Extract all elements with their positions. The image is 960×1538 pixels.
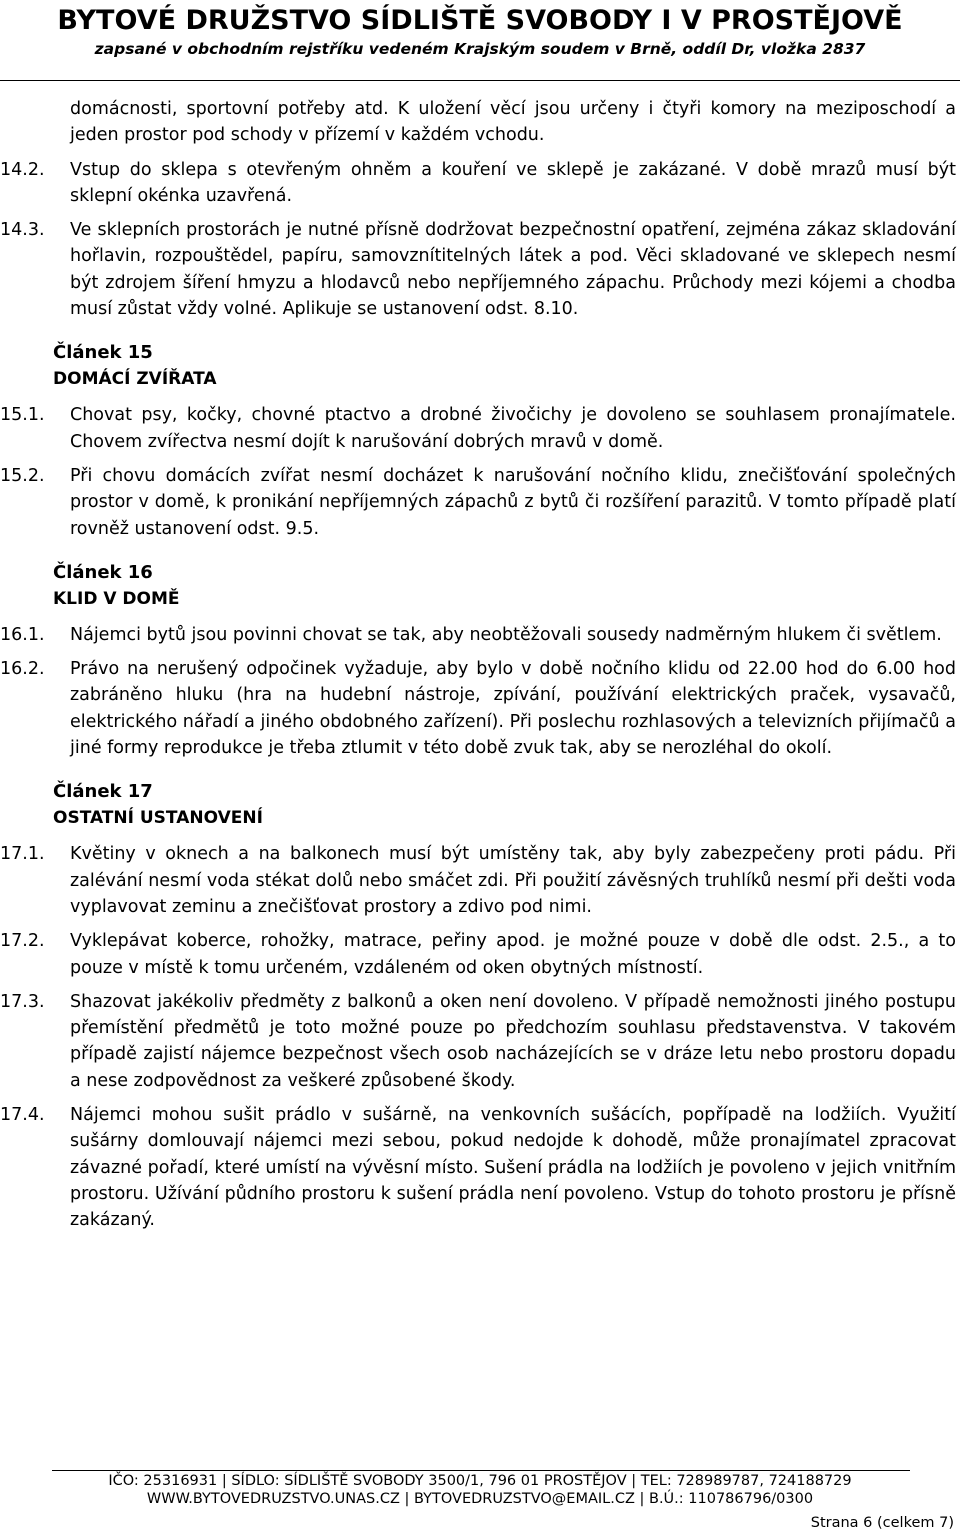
clause-text: Vyklepávat koberce, rohožky, matrace, peřiny apod. je možné pouze v době dle odst. 2.5., a to pouze v místě k tomu určeném, vzdáleném od oken obytných místností. [70, 931, 956, 978]
article-label: Článek 16 [53, 561, 153, 583]
article-16-heading [53, 560, 960, 612]
footer-divider [52, 1470, 910, 1471]
clause-15-2 [0, 463, 960, 542]
article-15-heading [53, 340, 960, 392]
clause-16-1 [0, 622, 960, 648]
clause-16-2 [0, 656, 960, 761]
article-title: DOMÁCÍ ZVÍŘATA [53, 369, 217, 390]
clause-17-1 [0, 841, 960, 920]
clause-number: 17.4. [0, 1105, 45, 1126]
clause-text: Nájemci bytů jsou povinni chovat se tak, aby neobtěžovali sousedy nadměrným hlukem či světlem. [70, 624, 942, 645]
clause-14-2 [0, 157, 960, 210]
clause-text: Květiny v oknech a na balkonech musí být umístěny tak, aby byly zabezpečeny proti pádu. Při zalévání nesmí voda stékat dolů nebo smáčet zdi. Při použití závěsných truhlíků nesmí při dešti voda vyplavovat zeminu a znečišťovat prostory a zdivo pod nimi. [70, 844, 956, 917]
clause-17-3 [0, 989, 960, 1094]
clause-17-4 [0, 1102, 960, 1233]
clause-number: 15.1. [0, 405, 45, 426]
footer-company-info: IČO: 25316931 | SÍDLO: SÍDLIŠTĚ SVOBODY 3500/1, 796 01 PROSTĚJOV | TEL: 728989787, 724188729 [108, 1473, 852, 1489]
clause-text: Shazovat jakékoliv předměty z balkonů a oken není dovoleno. V případě nemožnosti jiného postupu přemístění předmětů je toto možné pouze po předchozím souhlasu představenstva. V takovém případě zajistí nájemce bezpečnost všech osob nacházejících se v dráze letu nebo prostoru dopadu a nese zodpovědnost za veškeré způsobené škody. [70, 991, 956, 1091]
footer-contact-info: WWW.BYTOVEDRUZSTVO.UNAS.CZ | BYTOVEDRUZSTVO@EMAIL.CZ | B.Ú.: 110786796/0300 [146, 1491, 814, 1507]
clause-number: 17.2. [0, 931, 45, 952]
clause-text: Vstup do sklepa s otevřeným ohněm a kouření ve sklepě je zakázané. V době mrazů musí být sklepní okénka uzavřená. [70, 159, 956, 206]
clause-number: 16.2. [0, 659, 45, 680]
article-label: Článek 17 [53, 781, 153, 803]
clause-number: 17.1. [0, 844, 45, 865]
article-title: OSTATNÍ USTANOVENÍ [53, 808, 263, 829]
clause-number: 17.3. [0, 991, 45, 1012]
clause-text: Chovat psy, kočky, chovné ptactvo a drobné živočichy je dovoleno se souhlasem pronajímatele. Chovem zvířectva nesmí dojít k narušování dobrých mravů v domě. [70, 405, 956, 452]
clause-number: 15.2. [0, 465, 45, 486]
page-number: Strana 6 (celkem 7) [810, 1515, 954, 1531]
cooperative-title: BYTOVÉ DRUŽSTVO SÍDLIŠTĚ SVOBODY I V PROSTĚJOVĚ [57, 5, 903, 36]
page-header [0, 4, 960, 60]
clause-17-2 [0, 928, 960, 981]
article-label: Článek 15 [53, 342, 153, 364]
header-divider [0, 80, 960, 81]
clause-text: Nájemci mohou sušit prádlo v sušárně, na venkovních sušácích, popřípadě na lodžiích. Využití sušárny domlouvají nájemci mezi sebou, pokud nedojde k dohodě, může pronajímatel zpracovat závazné pořadí, které umístí na vývěsní místo. Sušení prádla na lodžiích je povoleno v jejich vnitřním prostoru. Užívání půdního prostoru k sušení prádla není povoleno. Vstup do tohoto prostoru je přísně zakázaný. [70, 1105, 956, 1231]
clause-number: 14.3. [0, 220, 45, 241]
clause-text: Ve sklepních prostorách je nutné přísně dodržovat bezpečnostní opatření, zejména zákaz skladování hořlavin, rozpouštědel, papíru, samovznítitelných látek a pod. Věci skladované ve sklepech nesmí být zdrojem šíření hmyzu a hlodavců nebo nepříjemného zápachu. Průchody mezi kójemi a chodba musí zůstat vždy volné. Aplikuje se ustanovení odst. 8.10. [70, 220, 956, 320]
clause-number: 16.1. [0, 624, 45, 645]
registry-subtitle: zapsané v obchodním rejstříku vedeném Krajským soudem v Brně, oddíl Dr, vložka 2837 [94, 40, 866, 58]
clause-15-1 [0, 402, 960, 455]
clause-number: 14.2. [0, 159, 45, 180]
clause-14-3 [0, 217, 960, 322]
document-body [0, 96, 960, 1234]
clause-text: Právo na nerušený odpočinek vyžaduje, aby bylo v době nočního klidu od 22.00 hod do 6.00 hod zabráněno hluku (hra na hudební nástroje, zpívání, používání elektrických praček, vysavačů, elektrického nářadí a jiného obdobného zařízení). Při poslechu rozhlasových a televizních přijímačů a jiné formy reprodukce je třeba ztlumit v této době zvuk tak, aby se nerozléhal do okolí. [70, 659, 956, 759]
clause-text: Při chovu domácích zvířat nesmí docházet k narušování nočního klidu, znečišťování společných prostor v domě, k pronikání nepříjemných zápachů z bytů či rozšíření parazitů. V tomto případě platí rovněž ustanovení odst. 9.5. [70, 465, 956, 539]
article-title: KLID V DOMĚ [53, 588, 180, 609]
article-17-heading [53, 779, 960, 831]
page-footer [0, 1470, 960, 1508]
continued-paragraph: domácnosti, sportovní potřeby atd. K uložení věcí jsou určeny i čtyři komory na meziposchodí a jeden prostor pod schody v přízemí v každém vchodu. [70, 99, 956, 146]
